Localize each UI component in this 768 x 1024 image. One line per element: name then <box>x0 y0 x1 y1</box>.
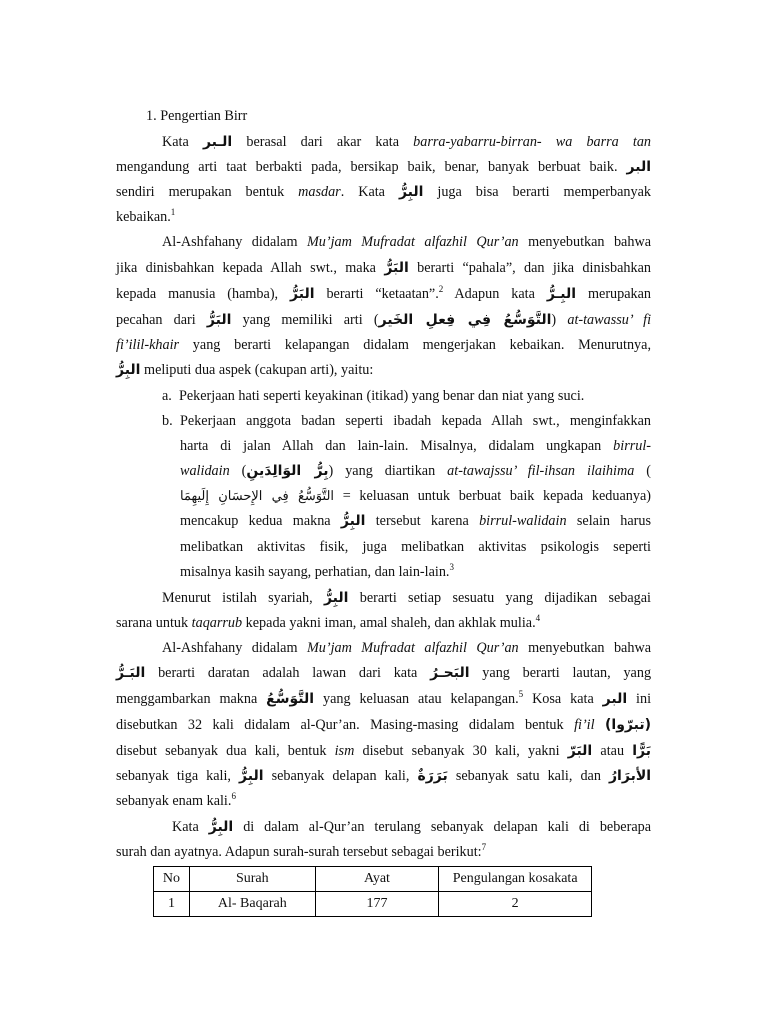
surah-table <box>153 866 592 917</box>
table-cell: 1 <box>154 892 190 917</box>
table-header-row <box>154 867 592 892</box>
section-heading: 1. Pengertian Birr <box>146 108 248 124</box>
table-cell: 177 <box>315 892 439 917</box>
paragraph-2-line-5: fi’ilil-khair yang berarti kelapangan didalam mengerjakan kebaikan. Menurutnya, <box>116 337 651 353</box>
list-item-b-line-2: harta di jalan Allah dan lain-lain. Misalnya, didalam ungkapan birrul- <box>180 438 651 454</box>
paragraph-3-line-2: sarana untuk taqarrub kepada yakni iman, amal shaleh, dan akhlak mulia.$^4$ <box>116 613 541 631</box>
table-header-cell: Ayat <box>315 867 439 892</box>
paragraph-4-line-7: sebanyak enam kali.$^6$ <box>116 791 236 809</box>
table-cell: 2 <box>439 892 592 917</box>
list-item-b-line-7: misalnya kasih sayang, perhatian, dan lain-lain.$^3$ <box>180 562 454 580</box>
paragraph-4-line-3: menggambarkan makna التَّوَسُّعُ yang keluasan atau kelapangan.$^5$ Kosa kata البر ini <box>116 689 652 707</box>
list-item-b-line-4: التَّوَسُّعُ فِي الإِحسَانِ إِلَيهِمَا = keluasan untuk berbuat baik kepada keduanya) <box>180 488 651 504</box>
paragraph-5-line-1: Kata البِرُّ di dalam al-Qur’an terulang sebanyak delapan kali di beberapa <box>172 819 652 835</box>
paragraph-4-line-1: Al-Ashfahany didalam Mu’jam Mufradat alfazhil Qur’an menyebutkan bahwa <box>162 640 651 656</box>
paragraph-4-line-6: sebanyak tiga kali, البِرُّ sebanyak delapan kali, بَرَرَةٌ sebanyak satu kali, dan الأبرَارُ <box>116 768 652 784</box>
paragraph-1-line-4: kebaikan.$^1$ <box>116 207 176 225</box>
list-item-b-line-6: melibatkan aktivitas fisik, juga melibatkan aktivitas psikologis seperti <box>180 539 651 555</box>
footnote-ref: 1 <box>170 207 176 217</box>
table-row <box>154 892 592 917</box>
list-item-b-line-5: mencakup kedua makna البِرُّ tersebut karena birrul-walidain selain harus <box>180 513 652 529</box>
paragraph-1-line-2: mengandung arti taat berbakti pada, bersikap baik, benar, banyak berbuat baik. البر <box>116 159 651 175</box>
paragraph-2-line-3: kepada manusia (hamba), البَرُّ berarti “ketaatan”.$^2$ Adapun kata البِـرُّ merupakan <box>116 284 652 302</box>
table-cell: Al- Baqarah <box>189 892 315 917</box>
paragraph-3-line-1: Menurut istilah syariah, البِرُّ berarti setiap sesuatu yang dijadikan sebagai <box>162 590 652 606</box>
paragraph-5-line-2: surah dan ayatnya. Adapun surah-surah tersebut sebagai berikut:$^7$ <box>116 842 487 860</box>
paragraph-2-line-1: Al-Ashfahany didalam Mu’jam Mufradat alfazhil Qur’an menyebutkan bahwa <box>162 234 651 250</box>
paragraph-1-line-3: sendiri merupakan bentuk masdar. Kata البِرُّ juga bisa berarti memperbanyak <box>116 184 651 200</box>
paragraph-2-line-2: jika dinisbahkan kepada Allah swt., maka البَرُّ berarti “pahala”, dan jika dinisbahkan <box>116 260 651 276</box>
paragraph-1-line-1: Kata الـبر berasal dari akar kata barra-yabarru-birran- wa barra tan <box>162 134 652 150</box>
list-item-b-marker: b. <box>162 413 173 429</box>
paragraph-2-line-4: pecahan dari البَرُّ yang memiliki arti (التَّوَسُّعُ فِي فِعلِ الخَير) at-tawassu’ fi <box>116 312 652 328</box>
list-item-a: a. Pekerjaan hati seperti keyakinan (itikad) yang benar dan niat yang suci. <box>162 388 585 404</box>
paragraph-4-line-4: disebutkan 32 kali didalam al-Qur’an. Masing-masing didalam bentuk fi’il (تبرّوا) <box>116 717 651 733</box>
paragraph-2-line-6: البِرُّ meliputi dua aspek (cakupan arti), yaitu: <box>116 362 374 378</box>
paragraph-4-line-2: البَـرُّ berarti daratan adalah lawan dari kata البَحـرُ yang berarti lautan, yang <box>116 665 652 681</box>
paragraph-4-line-5: disebut sebanyak dua kali, bentuk ism disebut sebanyak 30 kali, yakni البَرّ atau بَرًّا <box>116 743 651 759</box>
table-header-cell: No <box>154 867 190 892</box>
list-item-b-line-1: Pekerjaan anggota badan seperti ibadah kepada Allah swt., menginfakkan <box>180 413 651 429</box>
table-header-cell: Surah <box>189 867 315 892</box>
table-header-cell: Pengulangan kosakata <box>439 867 592 892</box>
list-item-b-line-3: walidain (بِرُّ الوَالِدَينِ) yang diartikan at-tawajssu’ fil-ihsan ilaihima ( <box>180 463 652 479</box>
